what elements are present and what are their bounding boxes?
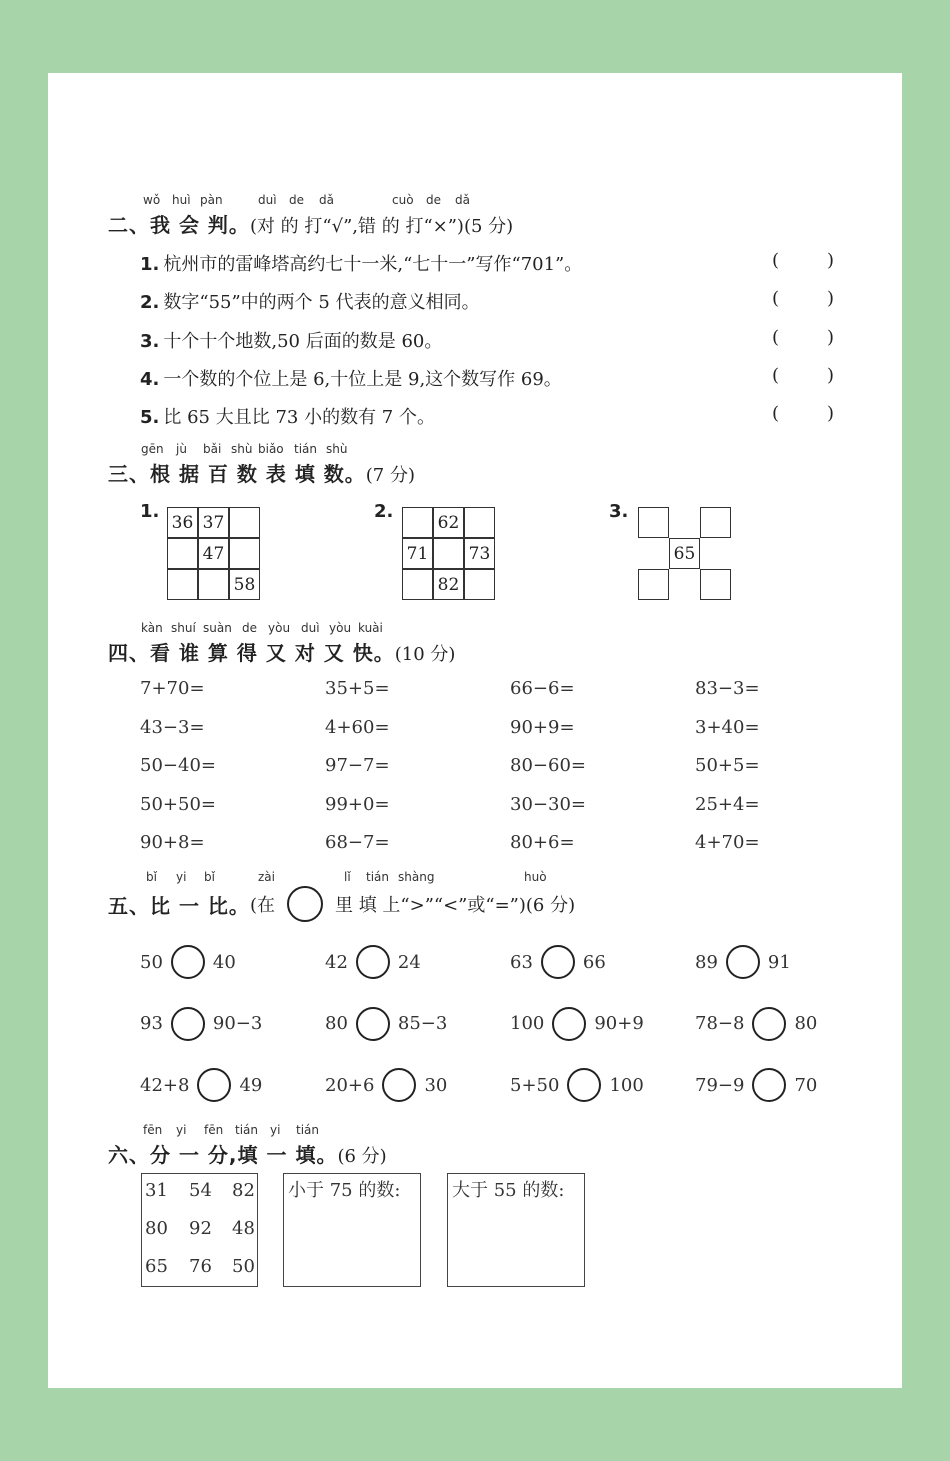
number-item: 48 [232, 1218, 255, 1239]
compare-left: 63 [510, 951, 533, 973]
answer-circle[interactable] [171, 1007, 205, 1041]
answer-circle[interactable] [726, 945, 760, 979]
compare-left: 89 [695, 951, 718, 973]
compare-right: 70 [794, 1074, 818, 1096]
compare-item [325, 1005, 447, 1043]
calc-expression[interactable]: 68−7= [325, 832, 390, 853]
blank-cell[interactable] [167, 538, 198, 569]
pinyin: yi [270, 1123, 281, 1137]
compare-right: 90−3 [212, 1013, 263, 1034]
compare-right: 80 [794, 1013, 818, 1034]
calc-expression[interactable]: 66−6= [510, 678, 575, 699]
pinyin: bǐ [204, 870, 215, 884]
number-item: 92 [189, 1218, 212, 1239]
answer-circle[interactable] [552, 1007, 586, 1041]
pinyin: yi [176, 870, 187, 884]
section5-heading [108, 886, 575, 922]
compare-right: 91 [767, 951, 791, 973]
item-text: 杭州市的雷峰塔高约七十一米,“七十一”写作“701”。 [163, 254, 583, 275]
pinyin: duì [258, 193, 277, 207]
section-note: (6 分) [337, 1146, 387, 1167]
item-text: 比 65 大且比 73 小的数有 7 个。 [163, 407, 435, 428]
pinyin: shù [231, 442, 253, 456]
number-box [141, 1173, 258, 1287]
section-note: 里 填 上“>”“<”或“=”)(6 分) [334, 895, 576, 916]
pinyin: shù [326, 442, 348, 456]
box-label: 大于 55 的数: [452, 1180, 565, 1201]
calc-expression[interactable]: 7+70= [140, 678, 205, 699]
compare-left: 79−9 [695, 1074, 745, 1096]
section-title: 五、比 一 比。 [108, 893, 250, 918]
compare-item [140, 1005, 262, 1043]
worksheet-page [48, 73, 902, 1388]
pinyin: dǎ [455, 193, 470, 207]
number-item: 82 [232, 1180, 255, 1201]
section-title: 三、根 据 百 数 表 填 数。 [108, 462, 366, 486]
circle-icon [287, 886, 323, 922]
answer-circle[interactable] [752, 1068, 786, 1102]
section-title: 四、看 谁 算 得 又 对 又 快。 [108, 641, 395, 665]
paren-close: ) [826, 288, 834, 309]
pinyin: cuò [392, 193, 414, 207]
pinyin: kàn [141, 621, 163, 635]
item-number: 1. [140, 254, 160, 275]
pinyin: tián [235, 1123, 258, 1137]
number-item: 54 [189, 1180, 212, 1201]
section6-heading [108, 1139, 387, 1168]
pinyin: wǒ [143, 193, 161, 207]
compare-item [695, 1005, 817, 1043]
pinyin: lǐ [344, 870, 351, 884]
compare-item [510, 1066, 644, 1104]
pinyin: tián [294, 442, 317, 456]
answer-circle[interactable] [171, 945, 205, 979]
calc-expression[interactable]: 90+9= [510, 716, 575, 738]
number-cell: 37 [198, 507, 229, 538]
less-than-75-box[interactable] [283, 1173, 421, 1287]
pinyin: tián [366, 870, 389, 884]
blank-cell[interactable] [638, 569, 669, 600]
pinyin: shuí [171, 621, 196, 635]
blank-cell[interactable] [229, 538, 260, 569]
grid-label: 1. [140, 501, 160, 522]
compare-item [510, 1005, 644, 1043]
paren-close: ) [826, 250, 834, 271]
compare-item [325, 943, 421, 981]
blank-cell[interactable] [464, 507, 495, 538]
compare-right: 24 [397, 951, 421, 973]
blank-cell[interactable] [638, 507, 669, 538]
number-item: 31 [145, 1180, 168, 1201]
compare-left: 100 [510, 1013, 545, 1034]
calc-expression[interactable]: 83−3= [695, 678, 760, 699]
item-number: 5. [140, 407, 160, 428]
calc-expression[interactable]: 25+4= [695, 793, 760, 815]
answer-parens[interactable] [772, 327, 834, 348]
number-cell: 65 [669, 538, 700, 569]
section3-pinyin [48, 442, 902, 458]
calc-expression[interactable]: 80−60= [510, 755, 586, 776]
compare-left: 93 [140, 1013, 163, 1034]
blank-cell[interactable] [433, 538, 464, 569]
pinyin: zài [258, 870, 275, 884]
blank-cell[interactable] [198, 569, 229, 600]
pinyin: de [289, 193, 304, 207]
number-cell: 71 [402, 538, 433, 569]
answer-parens[interactable] [772, 250, 834, 271]
compare-right: 85−3 [397, 1013, 448, 1034]
answer-circle[interactable] [197, 1068, 231, 1102]
grid-label: 2. [374, 501, 394, 522]
judge-item-5 [140, 403, 435, 429]
calc-expression[interactable]: 4+70= [695, 832, 760, 853]
answer-parens[interactable] [772, 288, 834, 309]
greater-than-55-box[interactable] [447, 1173, 585, 1287]
calc-expression[interactable]: 30−30= [510, 793, 586, 815]
compare-right: 90+9 [594, 1013, 644, 1034]
number-cell: 73 [464, 538, 495, 569]
judge-item-4 [140, 365, 562, 391]
item-number: 4. [140, 369, 160, 390]
number-item: 50 [232, 1256, 255, 1277]
blank-cell[interactable] [402, 507, 433, 538]
compare-item [695, 943, 791, 981]
compare-left: 50 [140, 951, 163, 973]
answer-circle[interactable] [541, 945, 575, 979]
paren-open: ( [772, 327, 780, 348]
section-note: (对 的 打“√”,错 的 打“×”)(5 分) [249, 216, 514, 237]
compare-right: 40 [212, 951, 236, 973]
pinyin: bǐ [146, 870, 157, 884]
item-text: 数字“55”中的两个 5 代表的意义相同。 [163, 292, 480, 313]
pinyin: fēn [143, 1123, 163, 1137]
pinyin: jù [176, 442, 187, 456]
blank-cell[interactable] [402, 569, 433, 600]
compare-item [510, 943, 606, 981]
number-cell: 82 [433, 569, 464, 600]
number-item: 80 [145, 1218, 168, 1239]
section2-heading [108, 209, 513, 238]
item-number: 2. [140, 292, 160, 313]
section-note: (7 分) [365, 465, 415, 486]
answer-circle[interactable] [752, 1007, 786, 1041]
section4-pinyin [48, 621, 902, 637]
pinyin: dǎ [319, 193, 334, 207]
judge-item-3 [140, 327, 442, 353]
calc-expression[interactable]: 43−3= [140, 716, 205, 738]
compare-left: 80 [325, 1013, 348, 1034]
pinyin: biǎo [258, 442, 284, 456]
calc-expression[interactable]: 3+40= [695, 716, 760, 738]
section-title: 六、分 一 分,填 一 填。 [108, 1143, 338, 1167]
number-item: 65 [145, 1256, 168, 1277]
compare-right: 66 [582, 951, 606, 973]
number-cell: 62 [433, 507, 464, 538]
compare-left: 78−8 [695, 1013, 745, 1034]
compare-right: 100 [609, 1074, 644, 1096]
blank-cell[interactable] [700, 569, 731, 600]
compare-left: 20+6 [325, 1074, 375, 1096]
pinyin: suàn [203, 621, 232, 635]
pinyin: duì [301, 621, 320, 635]
calc-expression[interactable]: 35+5= [325, 678, 390, 699]
section6-pinyin [48, 1123, 902, 1139]
pinyin: kuài [358, 621, 383, 635]
blank-cell[interactable] [700, 507, 731, 538]
calc-expression[interactable]: 4+60= [325, 716, 390, 738]
pinyin: huò [524, 870, 547, 884]
pinyin: de [242, 621, 257, 635]
section4-heading [108, 637, 455, 666]
calc-expression[interactable]: 80+6= [510, 832, 575, 853]
section-note: (在 [249, 895, 275, 916]
paren-open: ( [772, 365, 780, 386]
judge-item-1 [140, 250, 582, 276]
paren-close: ) [826, 327, 834, 348]
paren-close: ) [826, 365, 834, 386]
blank-cell[interactable] [464, 569, 495, 600]
compare-left: 42+8 [140, 1074, 190, 1096]
answer-circle[interactable] [356, 1007, 390, 1041]
calc-expression[interactable]: 97−7= [325, 755, 390, 776]
pinyin: yòu [268, 621, 291, 635]
calc-expression[interactable]: 50−40= [140, 755, 216, 776]
compare-left: 5+50 [510, 1074, 560, 1096]
compare-left: 42 [325, 951, 348, 973]
item-number: 3. [140, 331, 160, 352]
answer-circle[interactable] [356, 945, 390, 979]
number-cell: 58 [229, 569, 260, 600]
pinyin: fēn [204, 1123, 224, 1137]
judge-item-2 [140, 288, 480, 314]
pinyin: bǎi [203, 442, 222, 456]
compare-item [695, 1066, 817, 1104]
calc-expression[interactable]: 99+0= [325, 793, 390, 815]
number-cell: 47 [198, 538, 229, 569]
compare-item [140, 1066, 262, 1104]
section5-pinyin [48, 870, 902, 886]
answer-circle[interactable] [382, 1068, 416, 1102]
box-label: 小于 75 的数: [288, 1180, 401, 1201]
answer-circle[interactable] [567, 1068, 601, 1102]
answer-parens[interactable] [772, 365, 834, 386]
calc-expression[interactable]: 50+50= [140, 793, 216, 815]
section2-pinyin [48, 193, 902, 209]
paren-close: ) [826, 403, 834, 424]
pinyin: huì [172, 193, 191, 207]
blank-cell[interactable] [167, 569, 198, 600]
item-text: 十个十个地数,50 后面的数是 60。 [163, 331, 443, 352]
section-title: 二、我 会 判。 [108, 213, 250, 237]
pinyin: gēn [141, 442, 164, 456]
compare-right: 49 [239, 1074, 263, 1096]
paren-open: ( [772, 250, 780, 271]
compare-item [325, 1066, 447, 1104]
section3-heading [108, 458, 415, 487]
number-item: 76 [189, 1256, 212, 1277]
number-cell: 36 [167, 507, 198, 538]
pinyin: shàng [398, 870, 435, 884]
calc-expression[interactable]: 50+5= [695, 755, 760, 776]
paren-open: ( [772, 288, 780, 309]
section-note: (10 分) [394, 644, 456, 665]
pinyin: tián [296, 1123, 319, 1137]
paren-open: ( [772, 403, 780, 424]
pinyin: yi [176, 1123, 187, 1137]
compare-right: 30 [424, 1074, 448, 1096]
item-text: 一个数的个位上是 6,十位上是 9,这个数写作 69。 [163, 369, 562, 390]
pinyin: yòu [329, 621, 352, 635]
calc-expression[interactable]: 90+8= [140, 832, 205, 853]
blank-cell[interactable] [229, 507, 260, 538]
answer-parens[interactable] [772, 403, 834, 424]
pinyin: de [426, 193, 441, 207]
pinyin: pàn [200, 193, 223, 207]
grid-label: 3. [609, 501, 629, 522]
compare-item [140, 943, 236, 981]
